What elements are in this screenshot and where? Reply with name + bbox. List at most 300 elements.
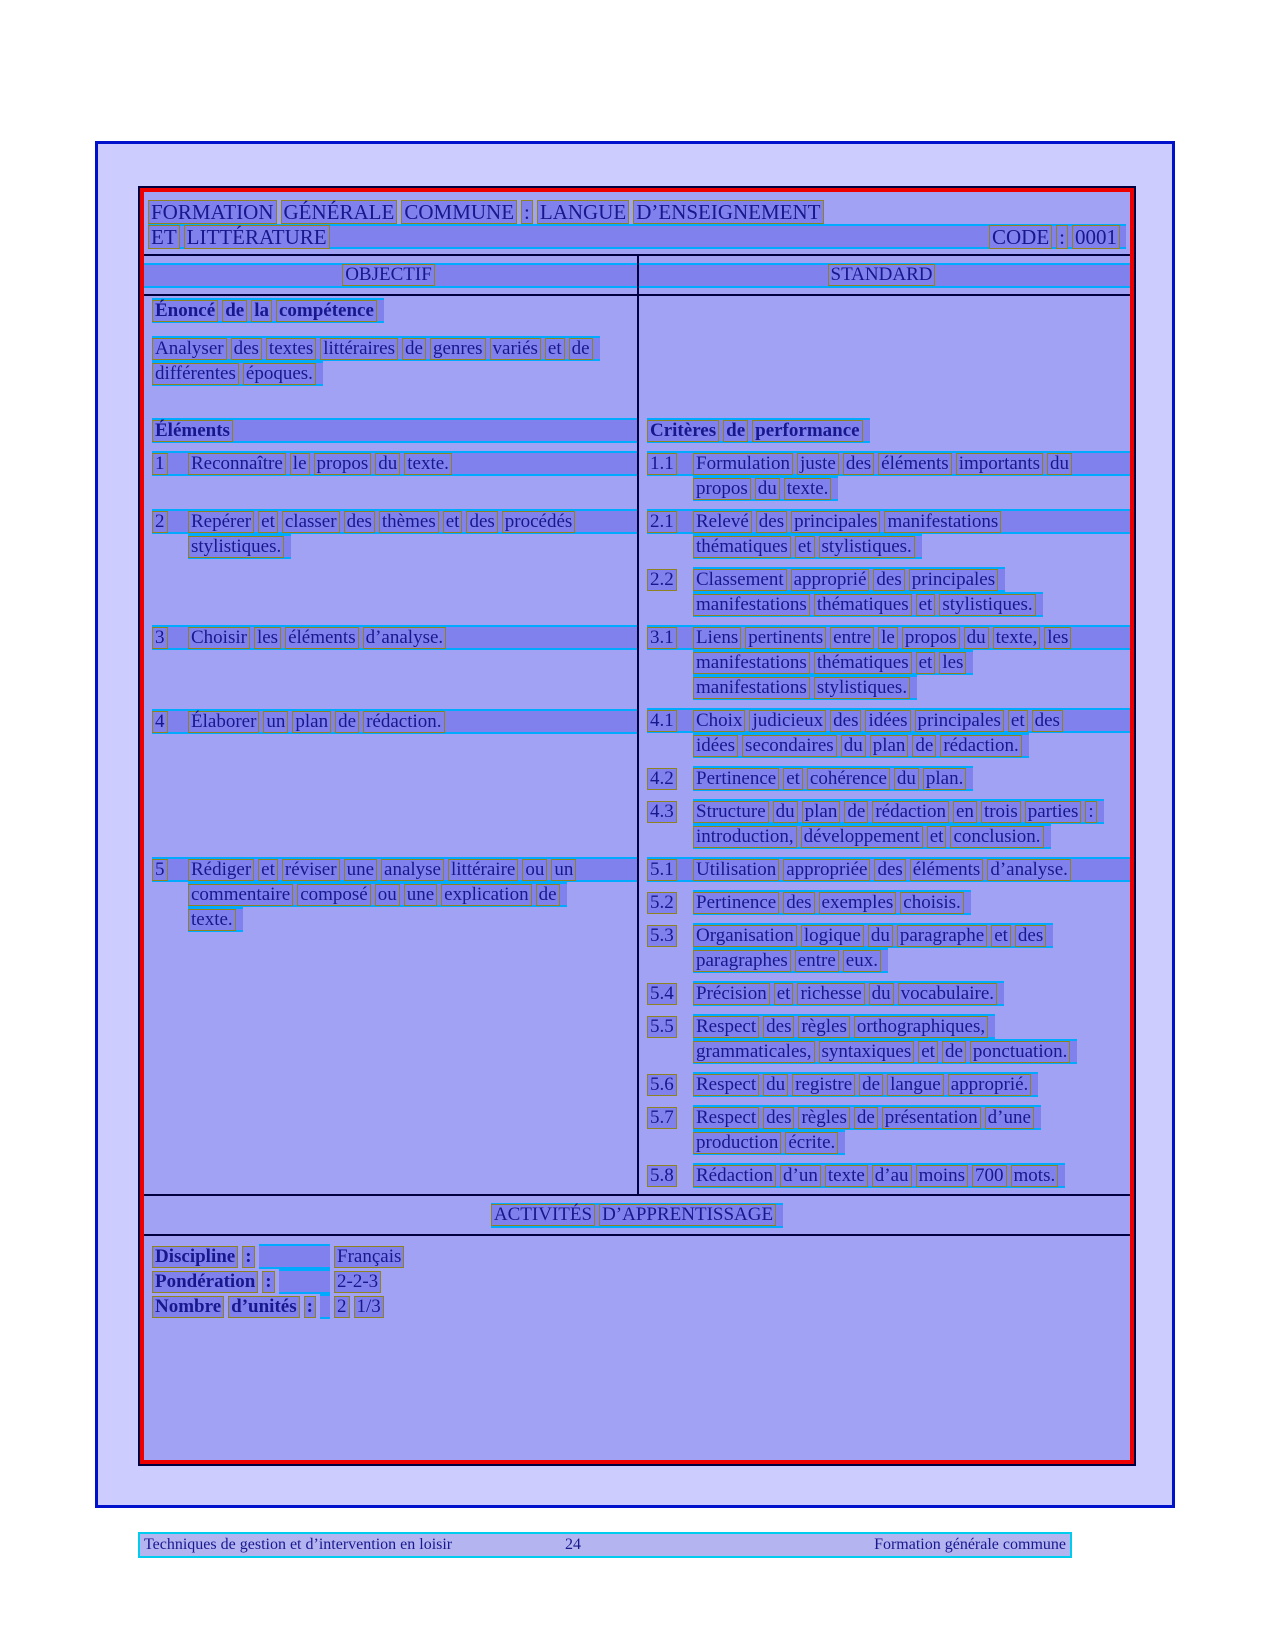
word-box: richesse — [797, 983, 864, 1005]
word-box: du — [841, 735, 866, 757]
word-box: texte — [825, 1165, 868, 1187]
text-line — [647, 509, 1130, 534]
word-box: paragraphes — [693, 950, 791, 972]
word-box: trois — [981, 801, 1021, 823]
word-box: du — [755, 478, 780, 500]
word-box: propos — [314, 453, 372, 475]
text-highlight-bar — [693, 534, 922, 559]
list-item — [152, 709, 637, 734]
list-item — [647, 625, 1130, 700]
word-box: genres — [430, 338, 486, 360]
text-line — [647, 567, 1130, 592]
text-line — [693, 948, 1130, 973]
word-box: CODE — [989, 225, 1052, 249]
word-box: de — [854, 1107, 878, 1129]
word-box: 5.2 — [647, 892, 677, 914]
word-box: Pondération — [152, 1271, 258, 1293]
word-box: analyse — [381, 859, 444, 881]
word-box: texte, — [993, 627, 1041, 649]
word-box: de — [844, 801, 868, 823]
word-box: de — [402, 338, 426, 360]
word-box: et — [774, 983, 794, 1005]
text-line — [152, 298, 637, 323]
text-line — [152, 857, 637, 882]
table-body — [144, 296, 1130, 1196]
field-label — [152, 1294, 334, 1319]
text-highlight-bar — [152, 336, 600, 361]
word-box: ET — [148, 225, 180, 249]
column-header-row — [144, 256, 1130, 296]
word-box: thématiques — [814, 594, 912, 616]
word-box: Français — [334, 1246, 404, 1268]
item-number — [647, 892, 693, 914]
text-highlight-bar — [693, 981, 1004, 1006]
word-box: des — [874, 859, 905, 881]
word-box: éléments — [878, 453, 952, 475]
word-box: plan — [802, 801, 841, 823]
list-item — [647, 1105, 1130, 1155]
word-box: pertinents — [745, 627, 826, 649]
item-number — [647, 1074, 693, 1096]
word-box: littéraire — [448, 859, 518, 881]
item-number — [647, 983, 693, 1005]
word-box: Discipline — [152, 1246, 238, 1268]
word-box: des — [1032, 710, 1063, 732]
text-line — [647, 923, 1130, 948]
text-line — [491, 1203, 783, 1228]
text-highlight-bar — [693, 1039, 1077, 1064]
text-line — [647, 708, 1130, 733]
list-item — [647, 1014, 1130, 1064]
word-box: ou — [522, 859, 547, 881]
text-line — [188, 882, 637, 907]
field-row — [152, 1244, 1130, 1269]
text-line — [647, 1072, 1130, 1097]
word-box: rédaction — [872, 801, 949, 823]
word-box: propos — [693, 478, 751, 500]
word-box: principales — [915, 710, 1004, 732]
word-box: Respect — [693, 1107, 759, 1129]
word-box: Élaborer — [188, 711, 259, 733]
word-box: le — [878, 627, 898, 649]
word-box: des — [763, 1107, 794, 1129]
text-highlight-bar — [188, 907, 243, 932]
word-box: composé — [297, 884, 371, 906]
word-box: Précision — [693, 983, 770, 1005]
text-highlight-bar — [693, 1163, 1065, 1188]
word-box: moins — [916, 1165, 968, 1187]
word-box: du — [1047, 453, 1072, 475]
word-box: écrite. — [785, 1132, 838, 1154]
word-box: OBJECTIF — [342, 264, 435, 286]
word-box: conclusion. — [950, 826, 1043, 848]
word-box: de — [723, 420, 748, 442]
word-box: et — [443, 511, 463, 533]
text-highlight-bar — [693, 948, 888, 973]
text-highlight-bar — [693, 733, 1029, 758]
word-box: classer — [282, 511, 340, 533]
text-line — [647, 625, 1130, 650]
word-box: D’ENSEIGNEMENT — [633, 200, 823, 224]
word-box: ou — [375, 884, 400, 906]
item-number — [647, 859, 693, 881]
item-number — [647, 801, 693, 823]
word-box: LANGUE — [537, 200, 629, 224]
word-box: époques. — [243, 363, 316, 385]
word-box: eux. — [843, 950, 881, 972]
text-line — [693, 534, 1130, 559]
word-box: plan. — [923, 768, 966, 790]
word-box: et — [918, 1041, 938, 1063]
word-box: vocabulaire. — [898, 983, 997, 1005]
word-box: règles — [798, 1107, 849, 1129]
text-line — [647, 1105, 1130, 1130]
word-box: Énoncé — [152, 300, 218, 322]
page-sheet — [95, 141, 1175, 1508]
word-box: 4.2 — [647, 768, 677, 790]
text-line — [693, 1039, 1130, 1064]
word-box: Respect — [693, 1016, 759, 1038]
word-box: stylistiques. — [188, 536, 284, 558]
text-line — [647, 766, 1130, 791]
list-item — [152, 451, 637, 476]
item-number — [152, 627, 188, 649]
word-box: des — [1015, 925, 1046, 947]
word-box: et — [916, 594, 936, 616]
word-box: idées — [865, 710, 910, 732]
word-box: explication — [441, 884, 531, 906]
word-box: Liens — [693, 627, 741, 649]
text-highlight-bar — [693, 567, 1005, 592]
word-box: 2.2 — [647, 569, 677, 591]
word-box: Classement — [693, 569, 787, 591]
text-line — [152, 509, 637, 534]
item-number — [647, 569, 693, 591]
word-box: secondaires — [742, 735, 837, 757]
word-box: et — [916, 652, 936, 674]
item-number — [647, 453, 693, 475]
list-item — [647, 509, 1130, 559]
word-box: les — [254, 627, 281, 649]
word-box: variés — [490, 338, 541, 360]
text-line — [152, 709, 637, 734]
word-box: Critères — [647, 420, 719, 442]
text-line — [693, 675, 1130, 700]
text-line — [647, 890, 1130, 915]
list-item — [647, 923, 1130, 973]
word-box: du — [375, 453, 400, 475]
word-box: texte. — [784, 478, 832, 500]
text-line — [647, 799, 1130, 824]
objectif-header — [144, 263, 637, 288]
word-box: règles — [798, 1016, 849, 1038]
item-number — [647, 511, 693, 533]
item-number — [647, 1107, 693, 1129]
word-box: logique — [801, 925, 864, 947]
text-highlight-bar — [152, 298, 384, 323]
list-item — [647, 567, 1130, 617]
list-item — [647, 1072, 1130, 1097]
list-item — [647, 981, 1130, 1006]
word-box: du — [869, 983, 894, 1005]
word-box: différentes — [152, 363, 239, 385]
text-line — [152, 625, 637, 650]
word-box: langue — [887, 1074, 944, 1096]
text-line — [693, 476, 1130, 501]
word-box: performance — [752, 420, 862, 442]
word-box: appropriée — [783, 859, 870, 881]
word-box: et — [545, 338, 565, 360]
text-highlight-bar — [693, 1072, 1038, 1097]
list-item — [647, 799, 1130, 849]
item-number — [647, 1165, 693, 1187]
word-box: des — [783, 892, 814, 914]
column-divider — [637, 256, 639, 294]
text-highlight-bar — [693, 650, 973, 675]
word-box: entre — [795, 950, 839, 972]
word-box: principales — [909, 569, 998, 591]
text-highlight-bar — [491, 1203, 783, 1228]
word-box: : — [1085, 801, 1096, 823]
word-box: 5.4 — [647, 983, 677, 1005]
word-box: 5.3 — [647, 925, 677, 947]
word-box: éléments — [285, 627, 359, 649]
word-box: Respect — [693, 1074, 759, 1096]
item-number — [152, 859, 188, 881]
word-box: 2-2-3 — [334, 1271, 381, 1293]
word-box: d’analyse. — [363, 627, 447, 649]
word-box: la — [251, 300, 272, 322]
text-line — [693, 733, 1130, 758]
field-tab-bar — [279, 1269, 330, 1294]
text-highlight-bar — [188, 534, 291, 559]
list-item — [152, 625, 637, 650]
text-highlight-bar — [693, 1105, 1041, 1130]
text-line — [152, 361, 637, 386]
text-line — [693, 592, 1130, 617]
word-box: cohérence — [807, 768, 890, 790]
list-item — [152, 509, 637, 559]
word-box: Organisation — [693, 925, 797, 947]
text-line — [647, 418, 1130, 443]
word-box: : — [304, 1296, 316, 1318]
word-box: de — [536, 884, 560, 906]
word-box: littéraires — [320, 338, 398, 360]
word-box: rédaction. — [363, 711, 444, 733]
text-highlight-bar — [693, 799, 1104, 824]
text-highlight-bar — [693, 923, 1053, 948]
word-box: entre — [830, 627, 874, 649]
text-line — [693, 650, 1130, 675]
word-box: manifestations — [693, 652, 810, 674]
text-highlight-bar — [693, 592, 1043, 617]
word-box: principales — [791, 511, 880, 533]
word-box: Reconnaître — [188, 453, 286, 475]
word-box: 2.1 — [647, 511, 677, 533]
text-highlight-bar — [188, 882, 567, 907]
course-table-frame — [138, 186, 1136, 1466]
word-box: d’une — [985, 1107, 1034, 1129]
text-line — [647, 1014, 1130, 1039]
text-line — [152, 418, 637, 443]
word-box: ACTIVITÉS — [491, 1204, 595, 1226]
word-box: de — [569, 338, 593, 360]
word-box: idées — [693, 735, 738, 757]
text-highlight-bar — [693, 890, 971, 915]
word-box: Éléments — [152, 420, 233, 442]
word-box: compétence — [276, 300, 377, 322]
word-box: paragraphe — [897, 925, 987, 947]
list-item — [647, 1163, 1130, 1188]
text-highlight-bar — [693, 824, 1051, 849]
word-box: des — [231, 338, 262, 360]
text-line — [188, 907, 637, 932]
word-box: FORMATION — [148, 200, 277, 224]
word-box: Rédiger — [188, 859, 254, 881]
word-box: STANDARD — [828, 264, 936, 286]
list-item — [647, 708, 1130, 758]
word-box: Choisir — [188, 627, 250, 649]
text-highlight-bar — [152, 361, 323, 386]
word-box: parties — [1025, 801, 1082, 823]
word-box: des — [873, 569, 904, 591]
standard-header — [637, 263, 1130, 288]
word-box: ponctuation. — [970, 1041, 1070, 1063]
word-box: et — [258, 511, 278, 533]
word-box: registre — [792, 1074, 855, 1096]
word-box: 3.1 — [647, 627, 677, 649]
word-box: Formulation — [693, 453, 793, 475]
word-box: Repérer — [188, 511, 254, 533]
course-title-block — [144, 192, 1130, 256]
word-box: réviser — [282, 859, 340, 881]
word-box: thèmes — [379, 511, 439, 533]
text-line — [647, 981, 1130, 1006]
text-line — [647, 451, 1130, 476]
word-box: du — [894, 768, 919, 790]
item-number — [647, 710, 693, 732]
word-box: du — [964, 627, 989, 649]
word-box: Choix — [693, 710, 745, 732]
word-box: textes — [266, 338, 316, 360]
text-highlight-bar — [693, 476, 838, 501]
footer-bar — [138, 1532, 1072, 1558]
footer-right-text: Formation générale commune — [874, 1536, 1066, 1553]
word-box: thématiques — [814, 652, 912, 674]
word-box: et — [1008, 710, 1028, 732]
word-box: de — [942, 1041, 966, 1063]
word-box: approprié. — [948, 1074, 1032, 1096]
word-box: stylistiques. — [939, 594, 1035, 616]
word-box: et — [258, 859, 278, 881]
text-line — [693, 824, 1130, 849]
word-box: Structure — [693, 801, 769, 823]
field-tab-bar — [259, 1244, 330, 1269]
word-box: d’au — [872, 1165, 912, 1187]
word-box: approprié — [791, 569, 870, 591]
word-box: D’APPRENTISSAGE — [599, 1204, 776, 1226]
field-row — [152, 1269, 1130, 1294]
word-box: de — [912, 735, 936, 757]
word-box: 1 — [152, 453, 168, 475]
word-box: COMMUNE — [401, 200, 517, 224]
word-box: une — [344, 859, 377, 881]
word-box: 5 — [152, 859, 168, 881]
word-box: 1.1 — [647, 453, 677, 475]
text-highlight-bar — [693, 1014, 995, 1039]
item-number — [647, 768, 693, 790]
course-title-line2 — [148, 224, 1126, 249]
word-box: en — [953, 801, 977, 823]
item-number — [152, 711, 188, 733]
word-box: du — [773, 801, 798, 823]
word-box: d’analyse. — [987, 859, 1071, 881]
word-box: judicieux — [749, 710, 826, 732]
word-box: 1/3 — [354, 1296, 384, 1318]
word-box: mots. — [1011, 1165, 1059, 1187]
word-box: le — [290, 453, 310, 475]
word-box: grammaticales, — [693, 1041, 815, 1063]
text-line — [647, 857, 1130, 882]
item-number — [647, 925, 693, 947]
word-box: 0001 — [1072, 225, 1120, 249]
list-item — [647, 766, 1130, 791]
text-highlight-bar — [693, 1130, 845, 1155]
objectif-column — [144, 296, 637, 1194]
word-box: Nombre — [152, 1296, 224, 1318]
word-box: manifestations — [693, 594, 810, 616]
word-box: les — [939, 652, 966, 674]
word-box: syntaxiques — [819, 1041, 915, 1063]
text-line — [693, 1130, 1130, 1155]
course-title-line1 — [148, 199, 1126, 224]
word-box: présentation — [882, 1107, 981, 1129]
word-box: des — [344, 511, 375, 533]
word-box: 5.8 — [647, 1165, 677, 1187]
standard-column — [637, 296, 1130, 1194]
activities-header-row — [144, 1196, 1130, 1236]
word-box: Utilisation — [693, 859, 779, 881]
word-box: 4.1 — [647, 710, 677, 732]
field-label — [152, 1244, 334, 1269]
word-box: rédaction. — [940, 735, 1021, 757]
word-box: Analyser — [152, 338, 227, 360]
word-box: des — [843, 453, 874, 475]
word-box: Pertinence — [693, 768, 779, 790]
word-box: d’unités — [228, 1296, 299, 1318]
word-box: de — [859, 1074, 883, 1096]
word-box: de — [335, 711, 359, 733]
word-box: : — [262, 1271, 274, 1293]
list-item — [647, 451, 1130, 501]
field-row — [152, 1294, 1130, 1319]
text-highlight-bar — [647, 418, 870, 443]
item-number — [647, 1016, 693, 1038]
word-box: une — [404, 884, 437, 906]
field-tab-bar — [320, 1294, 330, 1319]
word-box: des — [763, 1016, 794, 1038]
word-box: Rédaction — [693, 1165, 776, 1187]
word-box: importants — [956, 453, 1043, 475]
word-box: commentaire — [188, 884, 293, 906]
word-box: un — [263, 711, 288, 733]
word-box: LITTÉRATURE — [184, 225, 330, 249]
word-box: : — [521, 200, 533, 224]
footer-page-number: 24 — [565, 1536, 581, 1553]
word-box: d’un — [780, 1165, 821, 1187]
word-box: texte. — [188, 909, 236, 931]
item-number — [152, 453, 188, 475]
